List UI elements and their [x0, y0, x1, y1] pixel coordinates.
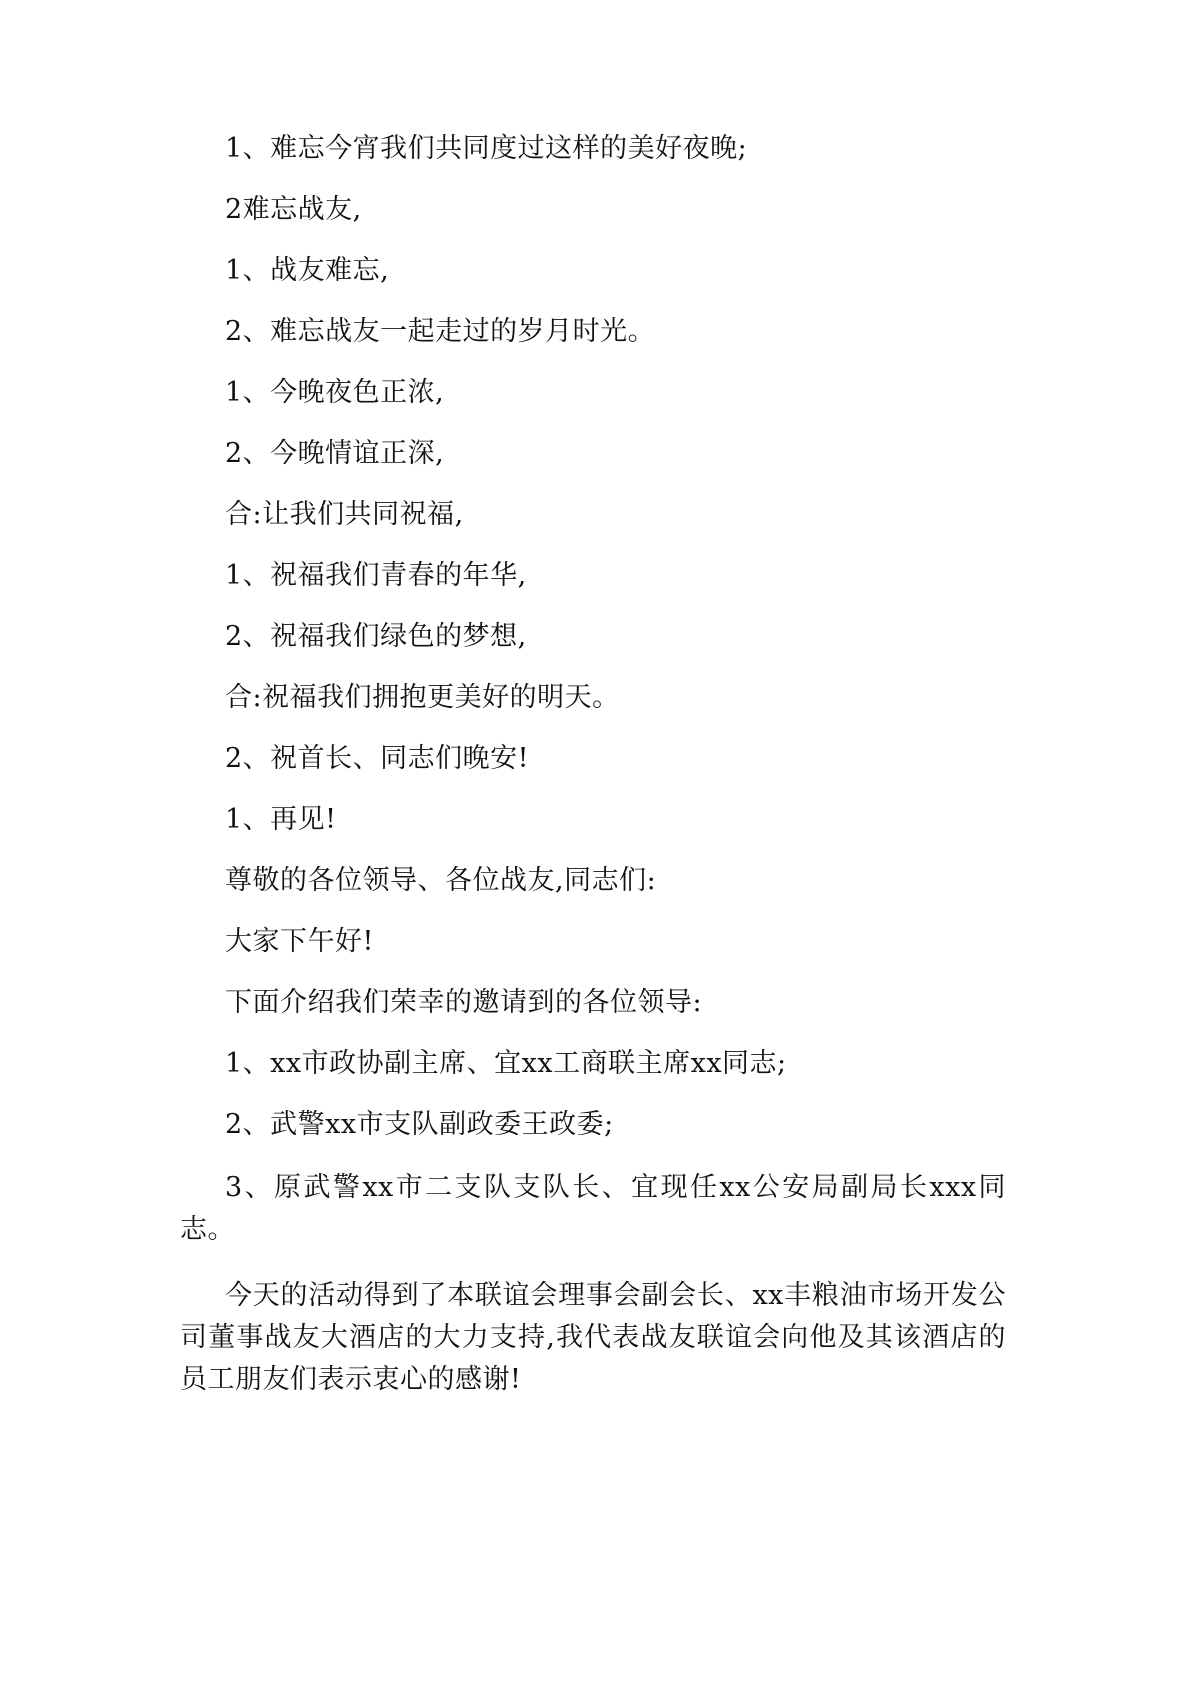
paragraph: 2、祝首长、同志们晚安! — [225, 743, 530, 774]
paragraph: 1、战友难忘, — [225, 255, 390, 286]
paragraph: 今天的活动得到了本联谊会理事会副会长、xx丰粮油市场开发公司董事战友大酒店的大力支持,我代表战友联谊会向他及其该酒店的员工朋友们表示衷心的感谢! — [180, 1280, 1006, 1395]
paragraph: 合:祝福我们拥抱更美好的明天。 — [225, 682, 620, 713]
paragraph: 1、再见! — [225, 804, 337, 835]
paragraph: 3、原武警xx市二支队支队长、宜现任xx公安局副局长xxx同志。 — [180, 1172, 1006, 1245]
paragraph: 2难忘战友, — [225, 194, 362, 225]
document-body — [180, 130, 1006, 1425]
paragraph: 1、祝福我们青春的年华, — [225, 560, 527, 591]
paragraph: 2、难忘战友一起走过的岁月时光。 — [225, 316, 656, 347]
paragraph: 下面介绍我们荣幸的邀请到的各位领导: — [225, 987, 703, 1018]
paragraph: 大家下午好! — [225, 926, 374, 957]
paragraph: 2、今晚情谊正深, — [225, 438, 445, 469]
paragraph: 2、武警xx市支队副政委王政委; — [225, 1109, 614, 1140]
paragraph: 1、xx市政协副主席、宜xx工商联主席xx同志; — [225, 1048, 787, 1079]
paragraph: 尊敬的各位领导、各位战友,同志们: — [225, 865, 657, 896]
paragraph: 1、难忘今宵我们共同度过这样的美好夜晚; — [225, 133, 748, 164]
paragraph: 2、祝福我们绿色的梦想, — [225, 621, 527, 652]
paragraph: 合:让我们共同祝福, — [225, 499, 464, 530]
paragraph: 1、今晚夜色正浓, — [225, 377, 445, 408]
